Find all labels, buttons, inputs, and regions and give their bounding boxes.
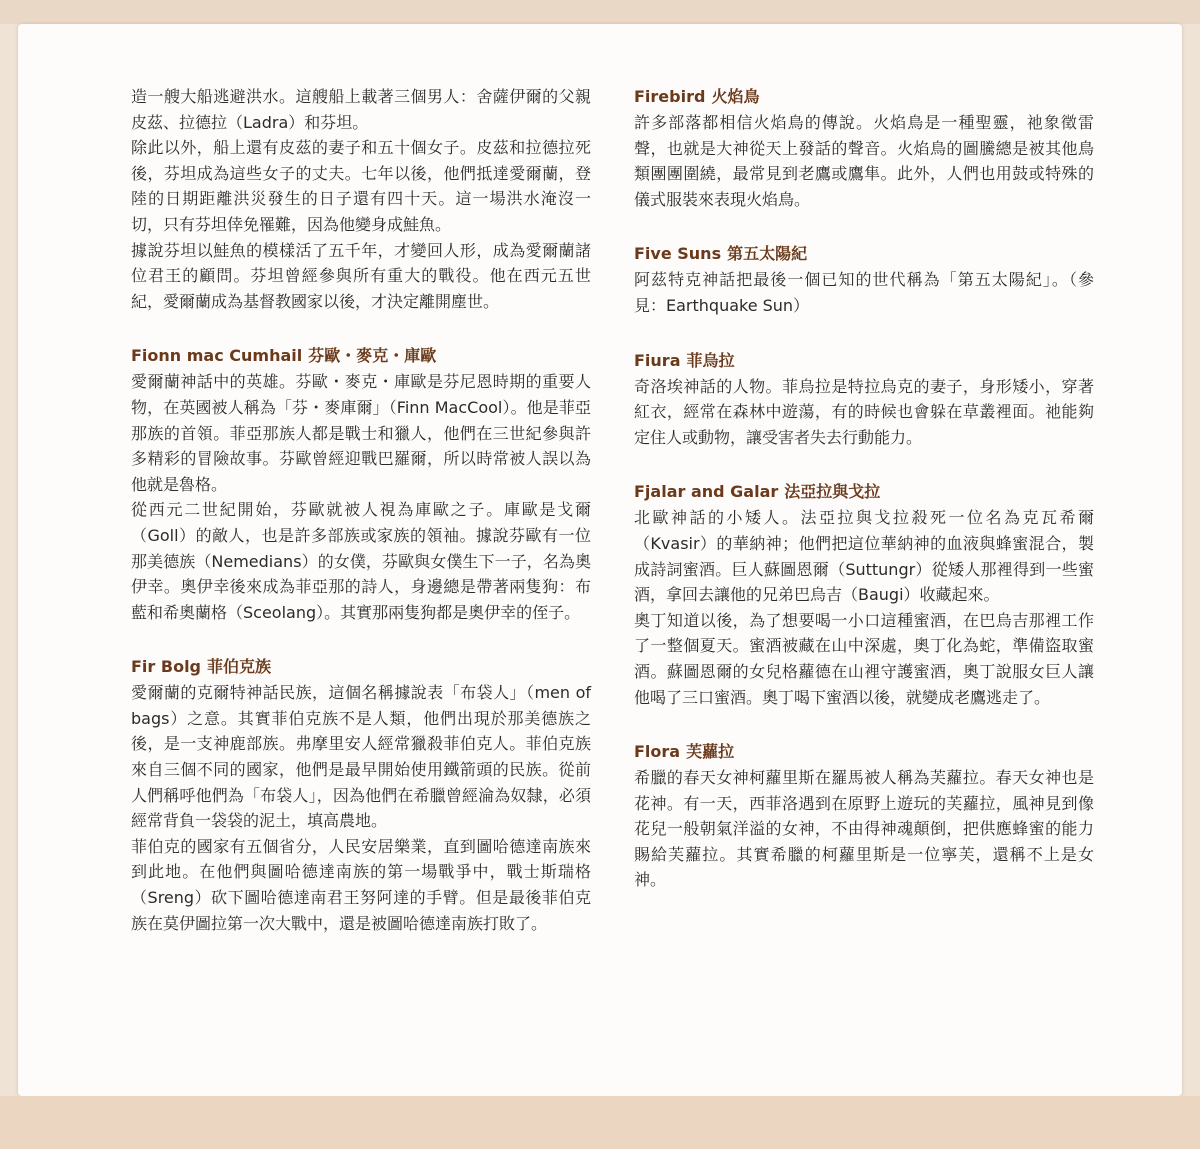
page-top-edge (0, 0, 1200, 24)
left-column (131, 84, 591, 936)
entry-heading (634, 479, 1094, 505)
entry-paragraph: 阿茲特克神話把最後一個已知的世代稱為「第五太陽紀」。（參見：Earthquake Sun） (634, 270, 1094, 315)
entry-heading (634, 84, 1094, 110)
entry-paragraph: 奧丁知道以後，為了想要喝一小口這種蜜酒，在巴烏吉那裡工作了一整個夏天。蜜酒被藏在山中深處，奧丁化為蛇，準備盜取蜜酒。蘇圖恩爾的女兒格蘿德在山裡守護蜜酒，奧丁說服女巨人讓他喝了三口蜜酒。奧丁喝下蜜酒以後，就變成老鷹逃走了。 (634, 610, 1094, 707)
entry-fiura (634, 348, 1094, 451)
page-bottom-edge (0, 1096, 1200, 1149)
entry-title-en: Fjalar and Galar (634, 482, 779, 502)
entry-title-zh: 法亞拉與戈拉 (784, 482, 881, 502)
entry-paragraph: 許多部落都相信火焰鳥的傳說。火焰鳥是一種聖靈，祂象徵雷聲，也就是大神從天上發話的聲音。火焰鳥的圖騰總是被其他鳥類團團圍繞，最常見到老鷹或鷹隼。此外，人們也用鼓或特殊的儀式服裝來表現火焰鳥。 (634, 113, 1094, 209)
entry-title-en: Five Suns (634, 244, 722, 264)
entry-flora (634, 739, 1094, 893)
entry-paragraph: 從西元二世紀開始，芬歐就被人視為庫歐之子。庫歐是戈爾（Goll）的敵人，也是許多部族或家族的領袖。據說芬歐有一位那美德族（Nemedians）的女僕，芬歐與女僕生下一子，名為奧伊幸。奧伊幸後來成為菲亞那的詩人，身邊總是帶著兩隻狗：布藍和希奧蘭格（Sceolang）。其實那兩隻狗都是奧伊幸的侄子。 (131, 500, 591, 622)
entry-title-en: Fiura (634, 350, 681, 370)
right-column (634, 84, 1094, 893)
entry-title-zh: 芬歐・麥克・庫歐 (308, 346, 437, 366)
entry-heading (634, 348, 1094, 374)
entry-paragraph: 奇洛埃神話的人物。菲烏拉是特拉烏克的妻子，身形矮小，穿著紅衣，經常在森林中遊蕩，有的時候也會躲在草叢裡面。祂能夠定住人或動物，讓受害者失去行動能力。 (634, 376, 1094, 447)
entry-fir-bolg (131, 654, 591, 936)
entry-title-en: Fir Bolg (131, 657, 201, 677)
entry-heading (634, 739, 1094, 765)
intro-paragraph: 據說芬坦以鮭魚的模樣活了五千年，才變回人形，成為愛爾蘭諸位君王的顧問。芬坦曾經參與所有重大的戰役。他在西元五世紀，愛爾蘭成為基督教國家以後，才決定離開塵世。 (131, 240, 591, 311)
entry-fionn-mac-cumhail (131, 343, 591, 625)
entry-title-en: Firebird (634, 87, 706, 106)
entry-title-zh: 第五太陽紀 (727, 244, 808, 264)
entry-title-zh: 芙蘿拉 (686, 742, 735, 762)
entry-firebird (634, 84, 1094, 212)
entry-title-zh: 火焰鳥 (711, 87, 760, 106)
entry-heading (131, 343, 591, 369)
entry-paragraph: 愛爾蘭神話中的英雄。芬歐・麥克・庫歐是芬尼恩時期的重要人物，在英國被人稱為「芬・麥庫爾」（Finn MacCool）。他是菲亞那族的首領。菲亞那族人都是戰士和獵人，他們在三世紀參與許多精彩的冒險故事。芬歐曾經迎戰巴羅爾，所以時常被人誤以為他就是魯格。 (131, 372, 591, 494)
entry-heading (634, 241, 1094, 267)
entry-paragraph: 希臘的春天女神柯蘿里斯在羅馬被人稱為芙蘿拉。春天女神也是花神。有一天，西菲洛遇到在原野上遊玩的芙蘿拉，風神見到像花兒一般朝氣洋溢的女神，不由得神魂顛倒，把供應蜂蜜的能力賜給芙蘿拉。其實希臘的柯蘿里斯是一位寧芙，還稱不上是女神。 (634, 768, 1094, 890)
entry-fjalar-and-galar (634, 479, 1094, 710)
entry-paragraph: 北歐神話的小矮人。法亞拉與戈拉殺死一位名為克瓦希爾（Kvasir）的華納神；他們把這位華納神的血液與蜂蜜混合，製成詩詞蜜酒。巨人蘇圖恩爾（Suttungr）從矮人那裡得到一些蜜酒，拿回去讓他的兄弟巴烏吉（Baugi）收藏起來。 (634, 508, 1094, 605)
entry-paragraph: 菲伯克的國家有五個省分，人民安居樂業，直到圖哈德達南族來到此地。在他們與圖哈德達南族的第一場戰爭中，戰士斯瑞格（Sreng）砍下圖哈德達南君王努阿達的手臂。但是最後菲伯克族在莫伊圖拉第一次大戰中，還是被圖哈德達南族打敗了。 (131, 836, 591, 933)
entry-title-en: Fionn mac Cumhail (131, 346, 303, 366)
entry-five-suns (634, 241, 1094, 318)
intro-paragraph: 造一艘大船逃避洪水。這艘船上載著三個男人：舍薩伊爾的父親皮茲、拉德拉（Ladra）和芬坦。 (131, 87, 591, 132)
entry-title-en: Flora (634, 742, 681, 762)
entry-title-zh: 菲烏拉 (686, 350, 735, 370)
entry-title-zh: 菲伯克族 (207, 657, 272, 677)
entry-heading (131, 654, 591, 680)
intro-paragraph: 除此以外，船上還有皮茲的妻子和五十個女子。皮茲和拉德拉死後，芬坦成為這些女子的丈夫。七年以後，他們抵達愛爾蘭，登陸的日期距離洪災發生的日子還有四十天。這一場洪水淹沒一切，只有芬坦倖免罹難，因為他變身成鮭魚。 (131, 138, 591, 234)
entry-paragraph: 愛爾蘭的克爾特神話民族，這個名稱據說表「布袋人」（men of bags）之意。其實菲伯克族不是人類，他們出現於那美德族之後，是一支神鹿部族。弗摩里安人經常獵殺菲伯克人。菲伯克族來自三個不同的國家，他們是最早開始使用鐵箭頭的民族。從前人們稱呼他們為「布袋人」，因為他們在希臘曾經淪為奴隸，必須經常背負一袋袋的泥土，填高農地。 (131, 683, 591, 831)
